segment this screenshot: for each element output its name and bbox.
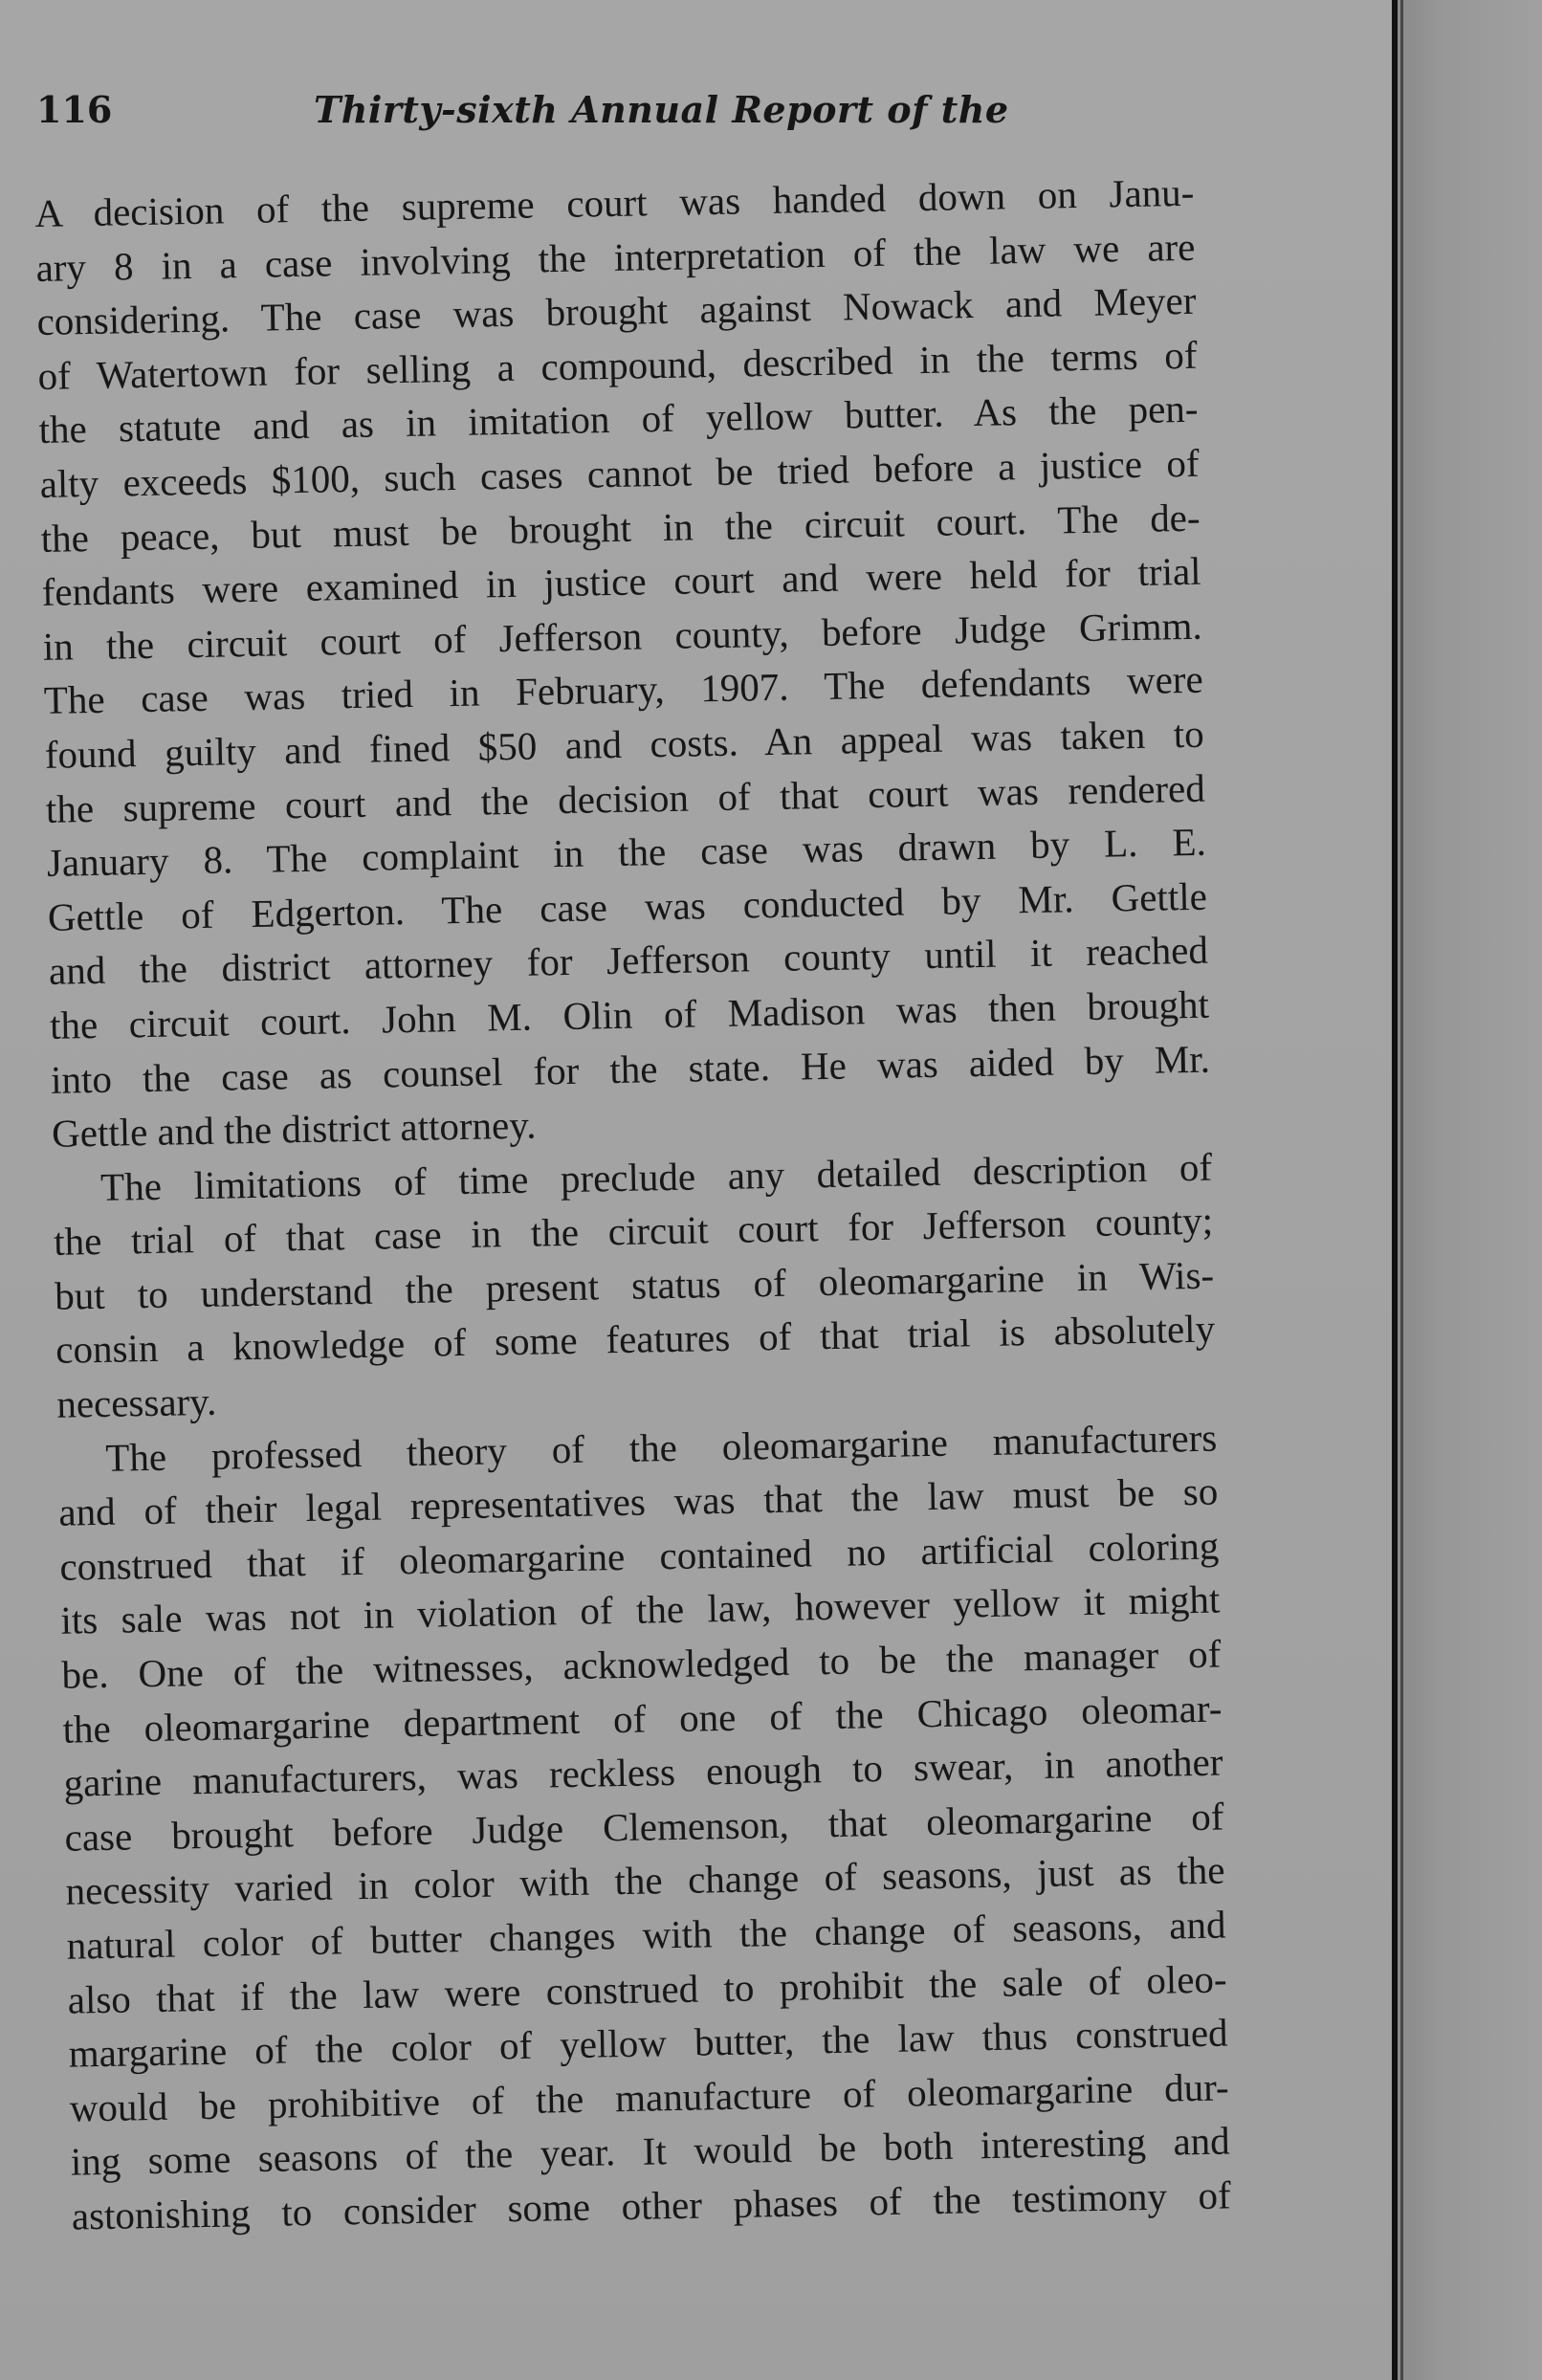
text-line: The professed theory of the oleomargarine manufacturers xyxy=(104,1415,1218,1480)
facing-page-edge xyxy=(1398,0,1542,2380)
text-line: but to understand the present status of oleomargarine in Wis- xyxy=(54,1252,1215,1318)
page-number: 116 xyxy=(36,88,113,131)
text-line: The limitations of time preclude any detailed description of xyxy=(99,1144,1213,1209)
text-line: into the case as counsel for the state. He was aided by Mr. xyxy=(50,1036,1211,1102)
text-line: consin a knowledge of some features of that trial is absolutely xyxy=(55,1307,1216,1373)
text-line: The case was tried in February, 1907. The defendants were xyxy=(43,657,1204,723)
gutter-rule xyxy=(1392,0,1398,2380)
body-text xyxy=(34,165,1231,2243)
text-line: in the circuit court of Jefferson county, before Judge Grimm. xyxy=(42,603,1203,669)
running-head-title: Thirty-sixth Annual Report of the xyxy=(314,88,1009,131)
text-line: case brought before Judge Clemenson, that oleomargarine of xyxy=(64,1794,1224,1860)
text-line: found guilty and fined $50 and costs. An appeal was taken to xyxy=(44,711,1205,777)
text-line: be. One of the witnesses, acknowledged to be the manager of xyxy=(61,1631,1222,1697)
text-line: Gettle of Edgerton. The case was conducted by Mr. Gettle xyxy=(47,873,1208,939)
text-line: the oleomargarine department of one of the Chicago oleomar- xyxy=(62,1686,1223,1752)
text-line: and of their legal representatives was that the law must be so xyxy=(57,1468,1219,1535)
text-line: ing some seasons of the year. It would be both interesting and xyxy=(70,2118,1231,2185)
text-line: necessary. xyxy=(55,1378,217,1426)
text-line: the statute and as in imitation of yellow butter. As the pen- xyxy=(38,386,1199,452)
text-line: margarine of the color of yellow butter, the law thus construed xyxy=(68,2010,1228,2076)
facing-page-border xyxy=(1400,0,1403,2380)
text-line: garine manufacturers, was reckless enough to swear, in another xyxy=(63,1739,1223,1805)
text-line: ary 8 in a case involving the interpretation of the law we are xyxy=(35,224,1196,290)
text-line: fendants were examined in justice court and were held for trial xyxy=(41,548,1201,615)
text-line: A decision of the supreme court was handed down on Janu- xyxy=(34,169,1195,235)
text-line: of Watertown for selling a compound, described in the terms of xyxy=(37,332,1198,398)
text-line: the circuit court. John M. Olin of Madison was then brought xyxy=(49,981,1210,1047)
text-line: also that if the law were construed to prohibit the sale of oleo- xyxy=(67,1956,1227,2022)
text-line: astonishing to consider some other phases of the testimony of xyxy=(71,2172,1232,2238)
running-head xyxy=(36,88,1309,138)
text-line: construed that if oleomargarine contained no artificial coloring xyxy=(59,1523,1220,1589)
text-line: the trial of that case in the circuit court for Jefferson county; xyxy=(53,1198,1214,1265)
text-line: its sale was not in violation of the law, however yellow it might xyxy=(60,1576,1221,1643)
text-line: considering. The case was brought against Nowack and Meyer xyxy=(36,277,1197,344)
text-line: alty exceeds $100, such cases cannot be tried before a justice of xyxy=(39,440,1200,506)
text-line: necessity varied in color with the change of seasons, just as the xyxy=(65,1847,1225,1914)
text-line: January 8. The complaint in the case was drawn by L. E. xyxy=(46,819,1207,886)
text-line: the supreme court and the decision of that court was rendered xyxy=(45,765,1206,831)
text-line: Gettle and the district attorney. xyxy=(51,1102,537,1156)
text-line: natural color of butter changes with the change of seasons, and xyxy=(66,1902,1226,1968)
text-line: and the district attorney for Jefferson county until it reached xyxy=(48,927,1209,994)
text-line: would be prohibitive of the manufacture of oleomargarine dur- xyxy=(69,2064,1230,2130)
text-line: the peace, but must be brought in the circuit court. The de- xyxy=(40,495,1201,561)
